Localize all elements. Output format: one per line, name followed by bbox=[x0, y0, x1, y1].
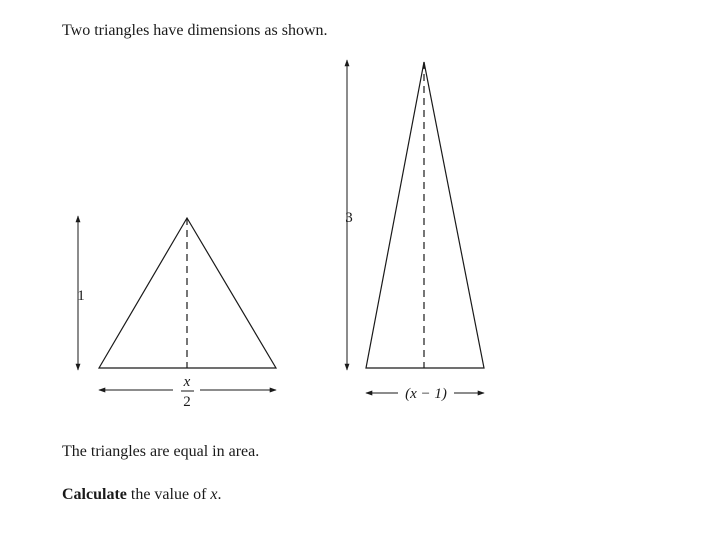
intro-text: Two triangles have dimensions as shown. bbox=[62, 22, 328, 39]
triangle-tall-base-label: (x − 1) bbox=[405, 386, 447, 402]
triangle-small bbox=[77, 216, 276, 410]
task-bold: Calculate bbox=[62, 486, 127, 503]
triangle-tall-height-label: 3 bbox=[345, 210, 353, 226]
task-text bbox=[62, 486, 222, 504]
triangle-small-base-denominator: 2 bbox=[183, 394, 191, 410]
statement-text: The triangles are equal in area. bbox=[62, 443, 260, 460]
triangle-small-base-numerator: x bbox=[183, 374, 191, 390]
triangle-tall bbox=[345, 60, 484, 402]
triangle-small-height-label: 1 bbox=[77, 288, 85, 304]
task-middle: the value of bbox=[126, 486, 211, 503]
task-variable: x bbox=[210, 486, 218, 503]
triangle-tall-outline bbox=[366, 62, 484, 368]
task-end: . bbox=[217, 486, 222, 503]
